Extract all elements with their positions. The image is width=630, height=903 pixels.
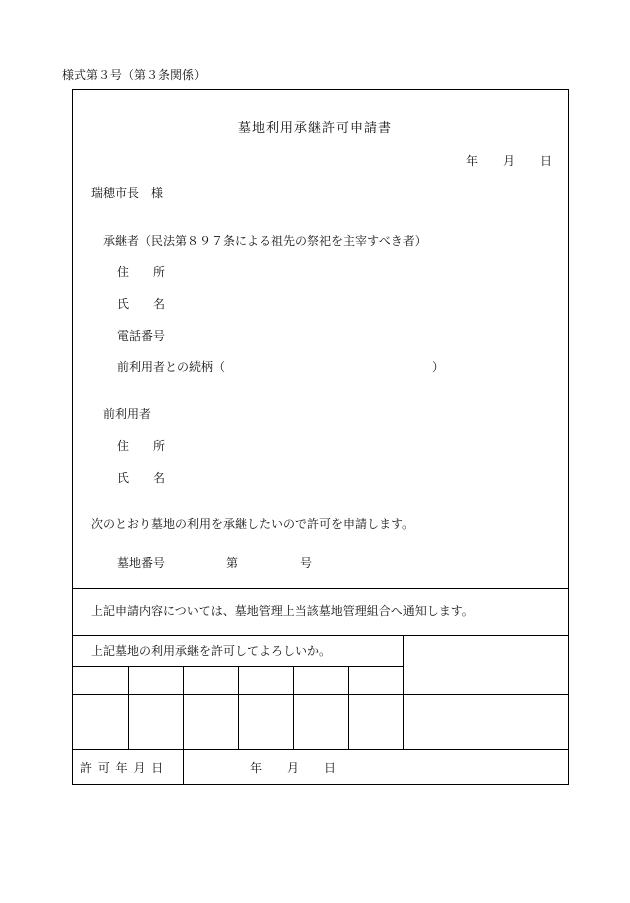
request-statement: 次のとおり墓地の利用を承継したいので許可を申請します。 <box>91 517 415 531</box>
plot-number-label: 墓地番号 <box>117 556 166 570</box>
previous-user-name-label: 氏 名 <box>117 471 166 485</box>
successor-address-label: 住 所 <box>117 265 166 279</box>
divider-approval-top <box>72 635 569 636</box>
approval-table-col-1 <box>128 666 129 749</box>
successor-relation-close: ） <box>432 360 445 374</box>
divider-notice-top <box>72 588 569 589</box>
plot-number-suffix: 号 <box>300 556 313 570</box>
notice-text: 上記申請内容については、墓地管理上当該墓地管理組合へ通知します。 <box>91 604 474 618</box>
successor-relation-label: 前利用者との続柄（ <box>117 360 226 374</box>
successor-phone-label: 電話番号 <box>117 329 166 343</box>
permit-date-month: 月 <box>287 761 300 775</box>
approval-table-stamp-line <box>72 694 569 695</box>
date-day-label: 日 <box>540 154 553 168</box>
addressee: 瑞穂市長 様 <box>91 186 164 200</box>
permit-date-divider <box>183 749 184 785</box>
previous-user-heading: 前利用者 <box>103 407 152 421</box>
approval-table-right-divider <box>403 635 404 749</box>
form-title: 墓地利用承継許可申請書 <box>237 121 392 136</box>
divider-permit-top <box>72 749 569 750</box>
permit-date-year: 年 <box>250 761 263 775</box>
date-year-label: 年 <box>466 154 479 168</box>
approval-table-col-4 <box>293 666 294 749</box>
approval-question: 上記墓地の利用承継を許可してよろしいか。 <box>91 644 332 658</box>
approval-table-col-5 <box>348 666 349 749</box>
permit-date-label: 許 可 年 月 日 <box>80 761 165 775</box>
plot-number-prefix: 第 <box>226 556 239 570</box>
approval-table-col-2 <box>183 666 184 749</box>
successor-name-label: 氏 名 <box>117 297 166 311</box>
previous-user-address-label: 住 所 <box>117 439 166 453</box>
form-number-label: 様式第３号（第３条関係） <box>62 68 207 82</box>
approval-table-col-3 <box>238 666 239 749</box>
successor-heading: 承継者（民法第８９７条による祖先の祭祀を主宰すべき者） <box>103 234 427 248</box>
permit-date-day: 日 <box>324 761 337 775</box>
date-month-label: 月 <box>503 154 516 168</box>
